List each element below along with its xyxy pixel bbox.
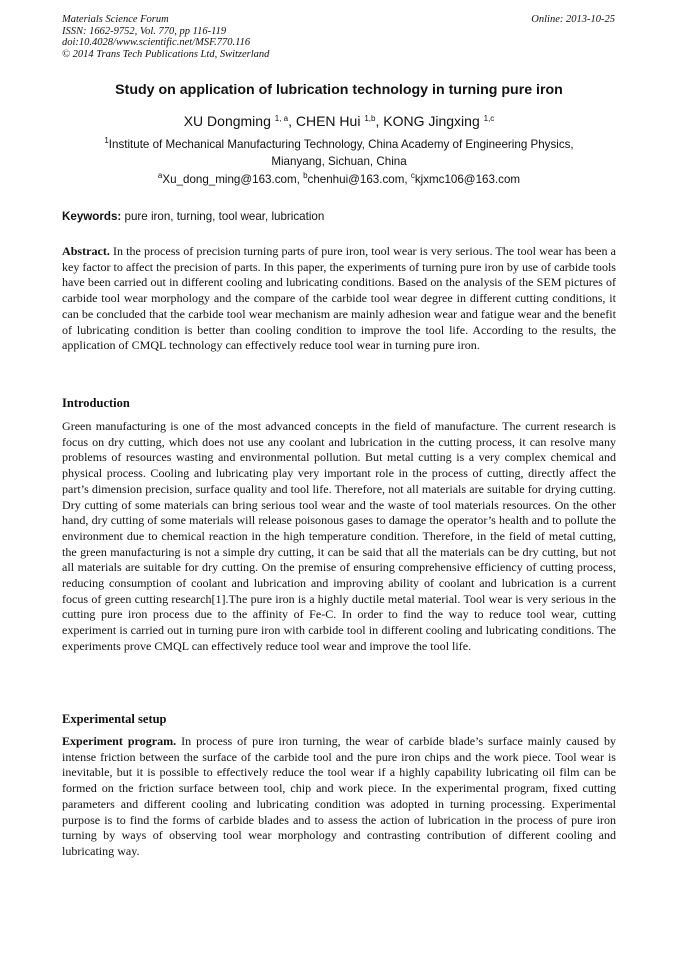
email-marker: b: [303, 171, 308, 180]
email-list: [0, 173, 678, 186]
email-marker: c: [410, 171, 415, 180]
journal-name: Materials Science Forum: [62, 14, 169, 25]
experiment-program: [62, 734, 616, 860]
online-date: Online: 2013-10-25: [531, 14, 615, 25]
affiliation-line: Mianyang, Sichuan, China: [271, 155, 407, 168]
author-name: XU Dongming: [183, 113, 271, 129]
author-name: CHEN Hui: [295, 113, 361, 129]
copyright-line: © 2014 Trans Tech Publications Ltd, Switzerland: [62, 48, 270, 60]
issn-line: ISSN: 1662-9752, Vol. 770, pp 116-119: [62, 25, 227, 37]
abstract-label: Abstract.: [62, 244, 110, 258]
keywords-text: pure iron, turning, tool wear, lubrication: [124, 210, 325, 223]
doi-line: doi:10.4028/www.scientific.net/MSF.770.116: [62, 37, 251, 48]
author-affil-marker: 1,c: [483, 114, 495, 123]
email-address: Xu_dong_ming@163.com,: [162, 173, 300, 186]
author-affil-marker: 1, a: [274, 114, 289, 123]
abstract: [62, 244, 616, 354]
affiliation: [80, 136, 598, 170]
abstract-text: In the process of precision turning parts of pure iron, tool wear is very serious. The tool wear has been a key factor to affect the precision of parts. In this paper, the experiments of turning pure iron by use of carbide tools have been carried out in different cooling and lubricating conditions. Based on the analysis of the SEM pictures of carbide tool wear morphology and the compare of the carbide tool wear degree in different cutting conditions, it can be concluded that the carbide tool wear mechanism are mainly adhesion wear and fatigue wear and the benefit of lubricating condition is better than cooling condition to improve the tool life. According to the results, the application of CMQL technology can effectively reduce tool wear in turning pure iron.: [62, 244, 616, 353]
paper-title: Study on application of lubrication technology in turning pure iron: [115, 82, 563, 98]
keywords-label: Keywords:: [62, 210, 122, 223]
introduction-heading: Introduction: [62, 396, 130, 410]
affiliation-marker: 1: [104, 136, 109, 145]
introduction-text: Green manufacturing is one of the most advanced concepts in the field of manufacture. The current research is focus on dry cutting, which does not use any coolant and lubrication in the cutting process, it can resolve many problems of resources wasting and environmental pollution. But metal cutting is a very complex chemical and physical process. Cooling and lubricating play very important role in the process of cutting, directly affect the part’s dimension precision, surface quality and tool life. Therefore, not all materials are suitable for drying cutting. Dry cutting of some materials can bring serious tool wear and the waste of tool materials resources. On the other hand, dry cutting of some materials will release poisonous gases to damage the operator’s health and to pollute the environment due to chemical reaction in the high temperature condition. Therefore, in the field of metal cutting, the green manufacturing is not a simple dry cutting, it can be said that all the materials can be dry cutting, but not all materials are suitable for dry cutting. On the premise of ensuring comprehensive efficiency of cutting process, reducing consumption of coolant and lubrication and improving ability of coolant and lubrication is a current focus of green cutting research[1].The pure iron is a highly ductile metal material. Tool wear is very serious in the cutting pure iron process due to the affinity of Fe-C. In order to find the way to reduce tool wear, cutting experiment is carried out in turning pure iron with carbide tool in different cooling and lubricating conditions. The experiments prove CMQL can effectively reduce tool wear and improve the tool life.: [62, 419, 616, 653]
email-address: chenhui@163.com,: [307, 173, 408, 186]
author-list: XU Dongming $^{1, a}$, CHEN Hui $^{1,b}$, KONG Jingxing $^{1,c}$: [183, 113, 495, 129]
author-name: KONG Jingxing: [383, 113, 480, 129]
journal-header: [62, 14, 269, 60]
experiment-program-text: In process of pure iron turning, the wear of carbide blade’s surface mainly caused by intense friction between the surface of the carbide tool and the pure iron chips and the work piece. Tool wear is inevitable, but it is possible to effectively reduce the tool wear if a highly capability lubricating oil film can be formed on the friction surface between tool, chip and work piece. In the experimental program, fixed cutting parameters and different cooling and lubricating condition was adopted in turning processing. Experimental purpose is to find the forms of carbide blades and to assess the action of lubrication in the process of pure iron turning by ways of observing tool wear morphology and contrasting contribution of different cooling and lubricating way.: [62, 734, 616, 858]
email-address: kjxmc106@163.com: [414, 173, 521, 186]
email-marker: a: [157, 171, 163, 180]
experimental-setup-heading: Experimental setup: [62, 712, 167, 726]
keywords: [62, 210, 324, 223]
affiliation-line: Institute of Mechanical Manufacturing Technology, China Academy of Engineering Physics,: [108, 138, 574, 151]
experiment-program-label: Experiment program.: [62, 734, 177, 748]
author-affil-marker: 1,b: [364, 114, 376, 123]
